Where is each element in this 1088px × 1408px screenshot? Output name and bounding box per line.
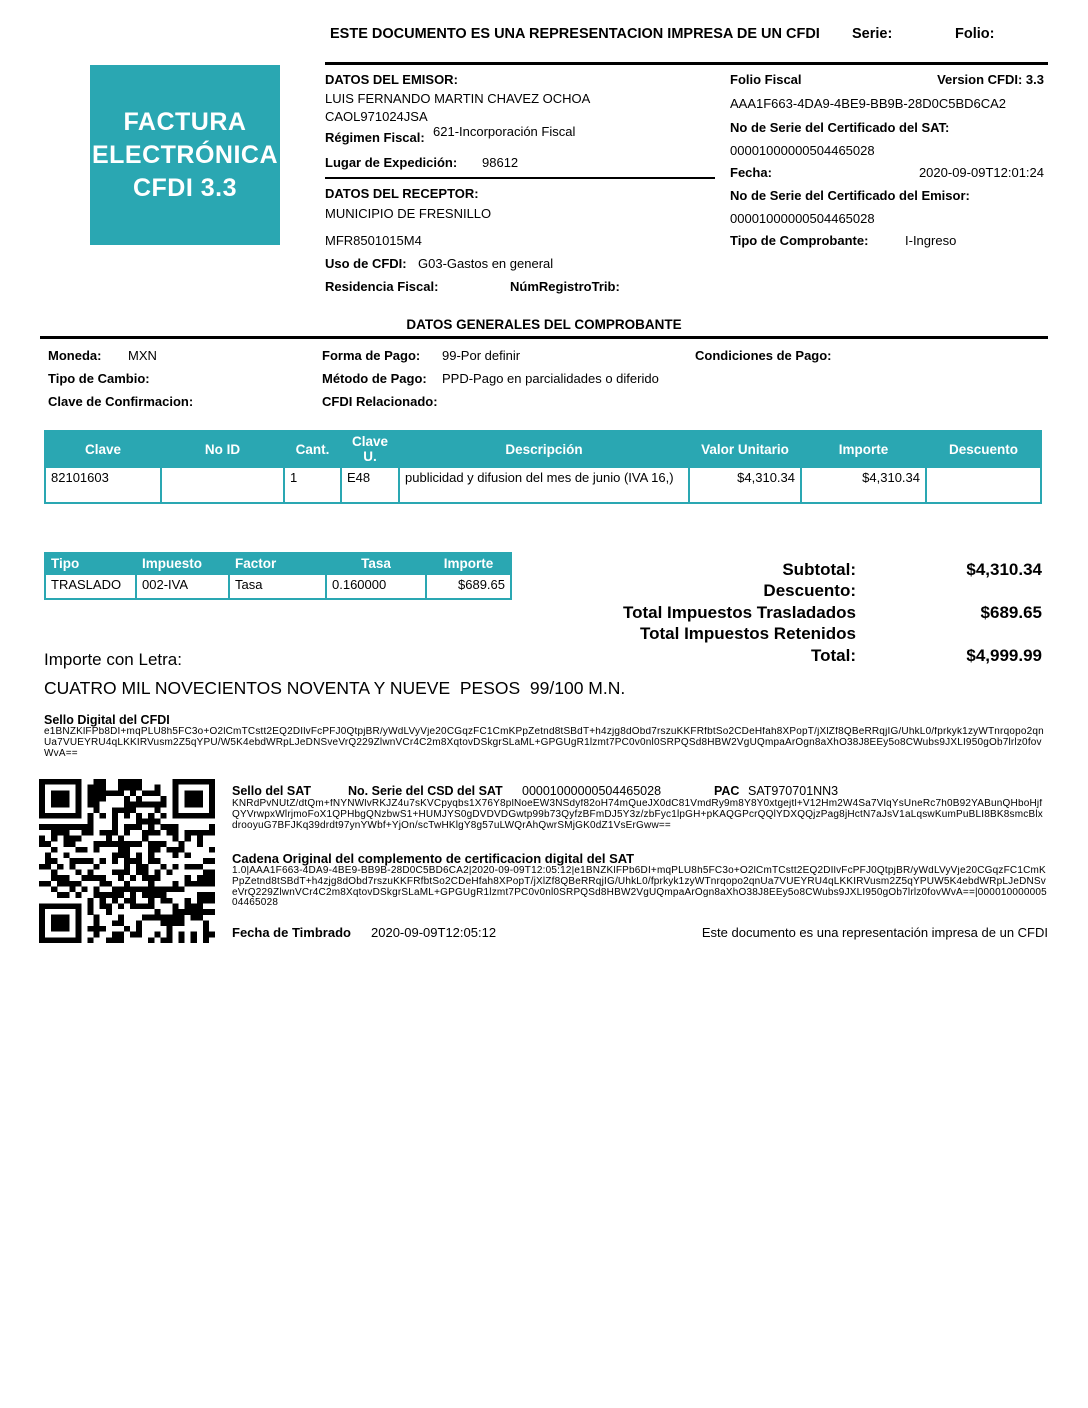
serie-label: Serie: — [852, 26, 893, 42]
emisor-rfc: CAOL971024JSA — [325, 109, 428, 124]
total-row-retenidos — [556, 624, 1042, 645]
item-row — [45, 467, 1041, 503]
residencia-fiscal-label: Residencia Fiscal: — [325, 279, 439, 294]
emisor-nombre: LUIS FERNANDO MARTIN CHAVEZ OCHOA — [325, 91, 591, 106]
footer-note: Este documento es una representación impresa de un CFDI — [701, 925, 1048, 940]
serie-cert-emisor-value: 00001000000504465028 — [730, 211, 875, 226]
impuestos-trasladados-label: Total Impuestos Trasladados — [622, 602, 856, 622]
regimen-fiscal-label: Régimen Fiscal: — [325, 130, 425, 145]
items-header-clave: Clave — [45, 431, 161, 467]
fecha-label: Fecha: — [730, 165, 772, 180]
moneda-value: MXN — [128, 348, 157, 363]
impuestos-retenidos-label: Total Impuestos Retenidos — [640, 624, 856, 644]
receptor-title: DATOS DEL RECEPTOR: — [325, 186, 479, 201]
metodo-pago-label: Método de Pago: — [322, 371, 427, 386]
total-row-total — [556, 646, 1042, 667]
document-header-title: ESTE DOCUMENTO ES UNA REPRESENTACION IMPRESA DE UN CFDI — [330, 26, 820, 42]
badge-line-2: ELECTRÓNICA — [91, 140, 279, 169]
sello-cfdi-text: e1BNZKlFPb8DI+mqPLU8h5FC3o+O2lCmTCstt2EQ2DIlvFcPFJ0QtpjBR/yWdLVyVje20CGqzFC1CmKPpZetnd8tSBdT+h4zjg8dObd7rszuKKFRfbtSo2CDeHfah8XPopT/jXlZf8QBeRRqjIG/UhkL0/fprkyk1zyWTnrqopo2qnUa7VUEYRU4qLKKIRVusm2Z5qYPU/W5K4ebdWRpLJeDNSveVrQ229ZlwnVCr4C2m8XqtovDSkgrSLaML+GPGUgR1lzmt7PC0v0nl0SRPQSd8HBW2VgUQmpaArOgn8aXhO38J8EEy5o8CWubs9JXLI950gOb7lrlz0fovWvA== — [44, 727, 1044, 759]
uso-cfdi-value: G03-Gastos en general — [418, 256, 554, 271]
item-valor-unitario: $4,310.34 — [689, 467, 801, 503]
fecha-value: 2020-09-09T12:01:24 — [918, 165, 1044, 180]
cadena-original-text: 1.0|AAA1F663-4DA9-4BE9-BB9B-28D0C5BD6CA2|2020-09-09T12:05:12|e1BNZKlFPb6DI+mqPLU8h5FC3o+O2lCmTCstt2EQ2DIlvFcPFJ0QtpjBR/yWdLVyVje20CGqzFC1CmKPpZetnd8tSBdT+h4zjg8dObd7rszuKKFRfbtSo2CDeHfah8XPopT/jXlZf8QBeRRqjIG/UhkL0/fprkyk1zyWTnrqopo2qnUa7VUEYRU4qLKKIRVusm2Z5qYPUW5K4ebdWRpLJeDNSveVrQ229ZlwnVCr4C2m8XqtovDSkgrSLaML+GPGUgR1lzmt7PC0v0nl0SRPQSd8HBW2VgUQmpaArOgn8aXhO38J8EEy5o8CWubs9JXLI950gOb7lrlz0fovWvA==|00001000000504465028 — [232, 866, 1047, 909]
tax-header-tipo: Tipo — [45, 553, 136, 574]
receptor-rfc: MFR8501015M4 — [325, 233, 422, 248]
divider-emisor-receptor — [325, 177, 715, 179]
badge-line-1: FACTURA — [123, 107, 247, 136]
total-row-trasladados — [556, 603, 1042, 624]
tipo-comprobante-label: Tipo de Comprobante: — [730, 233, 869, 248]
folio-fiscal-uuid: AAA1F663-4DA9-4BE9-BB9B-28D0C5BD6CA2 — [730, 96, 1007, 111]
totals-block — [556, 560, 1042, 667]
tax-factor: Tasa — [229, 574, 326, 599]
serie-cert-sat-label: No de Serie del Certificado del SAT: — [730, 120, 950, 135]
total-label: Total: — [810, 645, 856, 665]
item-importe: $4,310.34 — [801, 467, 926, 503]
tax-header-row — [45, 553, 511, 574]
pac-value: SAT970701NN3 — [748, 784, 839, 798]
tipo-comprobante-value: I-Ingreso — [905, 233, 957, 248]
item-noid — [161, 467, 284, 503]
serie-cert-sat-value: 00001000000504465028 — [730, 143, 875, 158]
total-row-descuento — [556, 581, 1042, 602]
descuento-label: Descuento: — [763, 581, 856, 601]
condiciones-pago-label: Condiciones de Pago: — [695, 348, 832, 363]
csd-sat-value: 00001000000504465028 — [522, 784, 662, 798]
importe-letra-text: CUATRO MIL NOVECIENTOS NOVENTA Y NUEVE PESOS 99/100 M.N. — [44, 678, 626, 698]
items-header-valor-unitario: Valor Unitario — [689, 431, 801, 467]
serie-cert-emisor-label: No de Serie del Certificado del Emisor: — [730, 188, 970, 203]
regimen-fiscal-value: 621-Incorporación Fiscal — [433, 124, 576, 139]
cfdi-relacionado-label: CFDI Relacionado: — [322, 394, 438, 409]
generales-title: DATOS GENERALES DEL COMPROBANTE — [406, 317, 682, 332]
pac-label: PAC — [714, 784, 740, 798]
tax-header-importe: Importe — [426, 553, 511, 574]
items-table — [44, 430, 1042, 504]
tax-importe: $689.65 — [426, 574, 511, 599]
version-cfdi-label: Version CFDI: 3.3 — [937, 72, 1044, 87]
items-header-descuento: Descuento — [926, 431, 1041, 467]
tax-header-tasa: Tasa — [326, 553, 426, 574]
qr-code — [39, 779, 215, 943]
numregistrotrib-label: NúmRegistroTrib: — [510, 279, 620, 294]
forma-pago-label: Forma de Pago: — [322, 348, 421, 363]
fecha-timbrado-label: Fecha de Timbrado — [232, 925, 351, 940]
badge-line-3: CFDI 3.3 — [132, 173, 238, 202]
items-header-row — [45, 431, 1041, 467]
tax-tipo: TRASLADO — [45, 574, 136, 599]
cadena-original-title: Cadena Original del complemento de certificacion digital del SAT — [232, 851, 635, 866]
subtotal-label: Subtotal: — [782, 560, 856, 579]
tipo-cambio-label: Tipo de Cambio: — [48, 371, 150, 386]
uso-cfdi-label: Uso de CFDI: — [325, 256, 407, 271]
csd-sat-label: No. Serie del CSD del SAT — [348, 784, 503, 798]
sello-sat-label: Sello del SAT — [232, 784, 311, 798]
total-value: $4,999.99 — [966, 645, 1042, 665]
item-descripcion: publicidad y difusion del mes de junio (IVA 16,) — [399, 467, 689, 503]
divider-top — [325, 62, 1048, 65]
receptor-nombre: MUNICIPIO DE FRESNILLO — [325, 206, 492, 221]
impuestos-trasladados-value: $689.65 — [980, 602, 1042, 622]
item-cant: 1 — [284, 467, 341, 503]
subtotal-value: $4,310.34 — [966, 560, 1042, 579]
lugar-expedicion-label: Lugar de Expedición: — [325, 155, 458, 170]
item-descuento — [926, 467, 1041, 503]
sello-cfdi-title: Sello Digital del CFDI — [44, 713, 170, 727]
clave-confirmacion-label: Clave de Confirmacion: — [48, 394, 194, 409]
divider-generales — [40, 336, 1048, 339]
lugar-expedicion-value: 98612 — [482, 155, 519, 170]
moneda-label: Moneda: — [48, 348, 102, 363]
item-clave: 82101603 — [45, 467, 161, 503]
emisor-title: DATOS DEL EMISOR: — [325, 72, 458, 87]
forma-pago-value: 99-Por definir — [442, 348, 521, 363]
tax-header-impuesto: Impuesto — [136, 553, 229, 574]
metodo-pago-value: PPD-Pago en parcialidades o diferido — [442, 371, 659, 386]
sello-sat-text: KNRdPvNUtZ/dtQm+fNYNWlvRKJZ4u7sKVCpyqbs1X76Y8plNoeEW3NSdyf82oH74mQueJX0dC81VmdRy9m8Y8Y0xtgejtl+V12Hm2W4Sa7VlqYsUneRc7h0B92YABunQHboHjfQYVrwpxWlrjmoFoX1QPHbgQNzbwS1+HUMJYS0gDVDVDGwtp99b73QyfzBFmDJ5Y3z/zbFyc1lpGH+pKAQGPcrQQlYDXQQjzPag8jHctN7aJsV1aLqswKumPuBLI8BK8smcBlxdrooyuG7BFJKq39drdt97ynYWbf+YjOn/scTwHKlgY8g57uLWQrAhQwrSMjGK0dZ1VsErGww== — [232, 799, 1043, 831]
folio-fiscal-label: Folio Fiscal — [730, 72, 802, 87]
items-header-cant: Cant. — [284, 431, 341, 467]
tax-row — [45, 574, 511, 599]
tax-header-factor: Factor — [229, 553, 326, 574]
tax-table — [44, 552, 512, 600]
items-header-descripcion: Descripción — [399, 431, 689, 467]
tax-impuesto: 002-IVA — [136, 574, 229, 599]
items-header-noid: No ID — [161, 431, 284, 467]
factura-electronica-badge — [90, 65, 280, 245]
importe-letra-label: Importe con Letra: — [44, 650, 182, 669]
tax-tasa: 0.160000 — [326, 574, 426, 599]
folio-label: Folio: — [955, 26, 995, 42]
fecha-timbrado-value: 2020-09-09T12:05:12 — [371, 925, 497, 940]
total-row-subtotal — [556, 560, 1042, 581]
item-claveu: E48 — [341, 467, 399, 503]
items-header-importe: Importe — [801, 431, 926, 467]
items-header-claveu: Clave U. — [341, 431, 399, 467]
